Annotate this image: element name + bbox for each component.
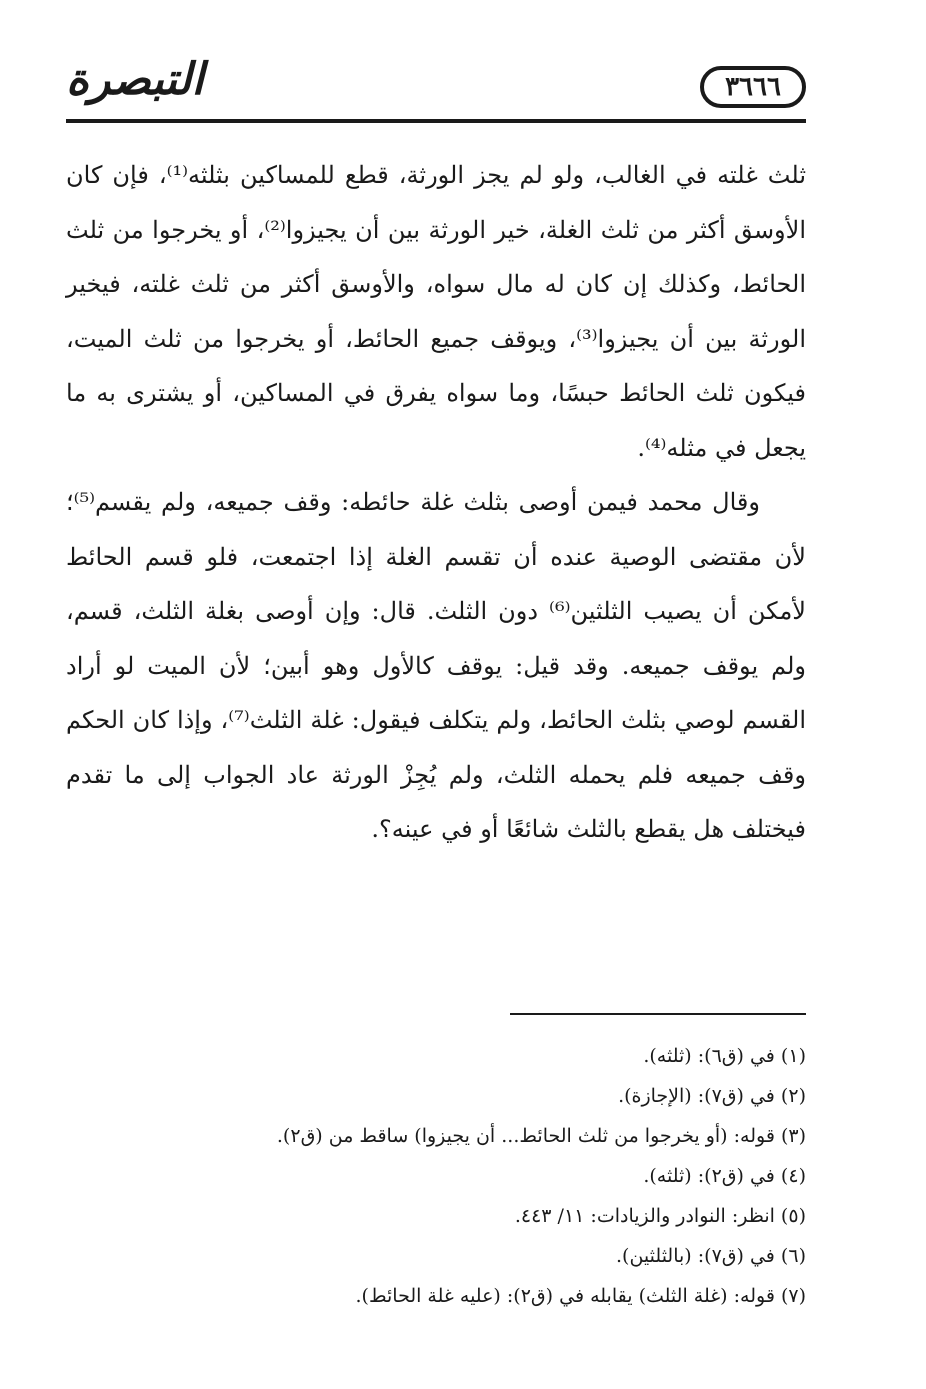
footnote: (٥) انظر: النوادر والزيادات: ١١/ ٤٤٣. <box>514 1205 806 1227</box>
footnotes <box>66 1036 806 1316</box>
header-divider <box>66 119 806 123</box>
footnote: (٣) قوله: (أو يخرجوا من ثلث الحائط... أن يجيزوا) ساقط من (ق٢). <box>276 1125 806 1147</box>
paragraph: وقال محمد فيمن أوصى بثلث غلة حائطه: وقف جميعه، ولم يقسم⁽⁵⁾؛ لأن مقتضى الوصية عنده أن تقسم الغلة إذا اجتمعت، فلو قسم الحائط لأمكن أن يصيب الثلثين⁽⁶⁾ دون الثلث. قال: وإن أوصى بغلة الثلث، قسم، ولم يوقف جميعه. وقد قيل: يوقف كالأول وهو أبين؛ لأن الميت لو أراد القسم لوصي بثلث الحائط، ولم يتكلف فيقول: غلة الثلث⁽⁷⁾، وإذا كان الحكم وقف جميعه فلم يحمله الثلث، ولم يُجِزْ الورثة عاد الجواب إلى ما تقدم فيختلف هل يقطع بالثلث شائعًا أو في عينه؟. <box>66 488 807 843</box>
paragraph: ثلث غلته في الغالب، ولو لم يجز الورثة، قطع للمساكين بثلثه⁽¹⁾، فإن كان الأوسق أكثر من ثلث الغلة، خير الورثة بين أن يجيزوا⁽²⁾، أو يخرجوا من ثلث الحائط، وكذلك إن كان له مال سواه، والأوسق أكثر من ثلث غلته، فيخير الورثة بين أن يجيزوا⁽³⁾، ويوقف جميع الحائط، أو يخرجوا من ثلث الميت، فيكون ثلث الحائط حبسًا، وما سواه يفرق في المساكين، أو يشترى به ما يجعل في مثله⁽⁴⁾. <box>66 161 806 462</box>
footnote-divider <box>510 1013 806 1015</box>
page-number: ٣٦٦٦ <box>725 72 781 102</box>
page-header <box>66 50 806 126</box>
footnote: (١) في (ق٦): (ثلثه). <box>643 1045 806 1067</box>
footnote: (٢) في (ق٧): (الإجازة). <box>618 1085 806 1107</box>
book-title: التبصرة <box>66 54 204 105</box>
footnote: (٦) في (ق٧): (بالثلثين). <box>616 1245 806 1267</box>
footnote: (٤) في (ق٢): (ثلثه). <box>643 1165 806 1187</box>
main-text <box>66 148 806 857</box>
footnote: (٧) قوله: (غلة الثلث) يقابله في (ق٢): (عليه غلة الحائط). <box>355 1285 806 1307</box>
page-number-badge <box>700 66 806 108</box>
